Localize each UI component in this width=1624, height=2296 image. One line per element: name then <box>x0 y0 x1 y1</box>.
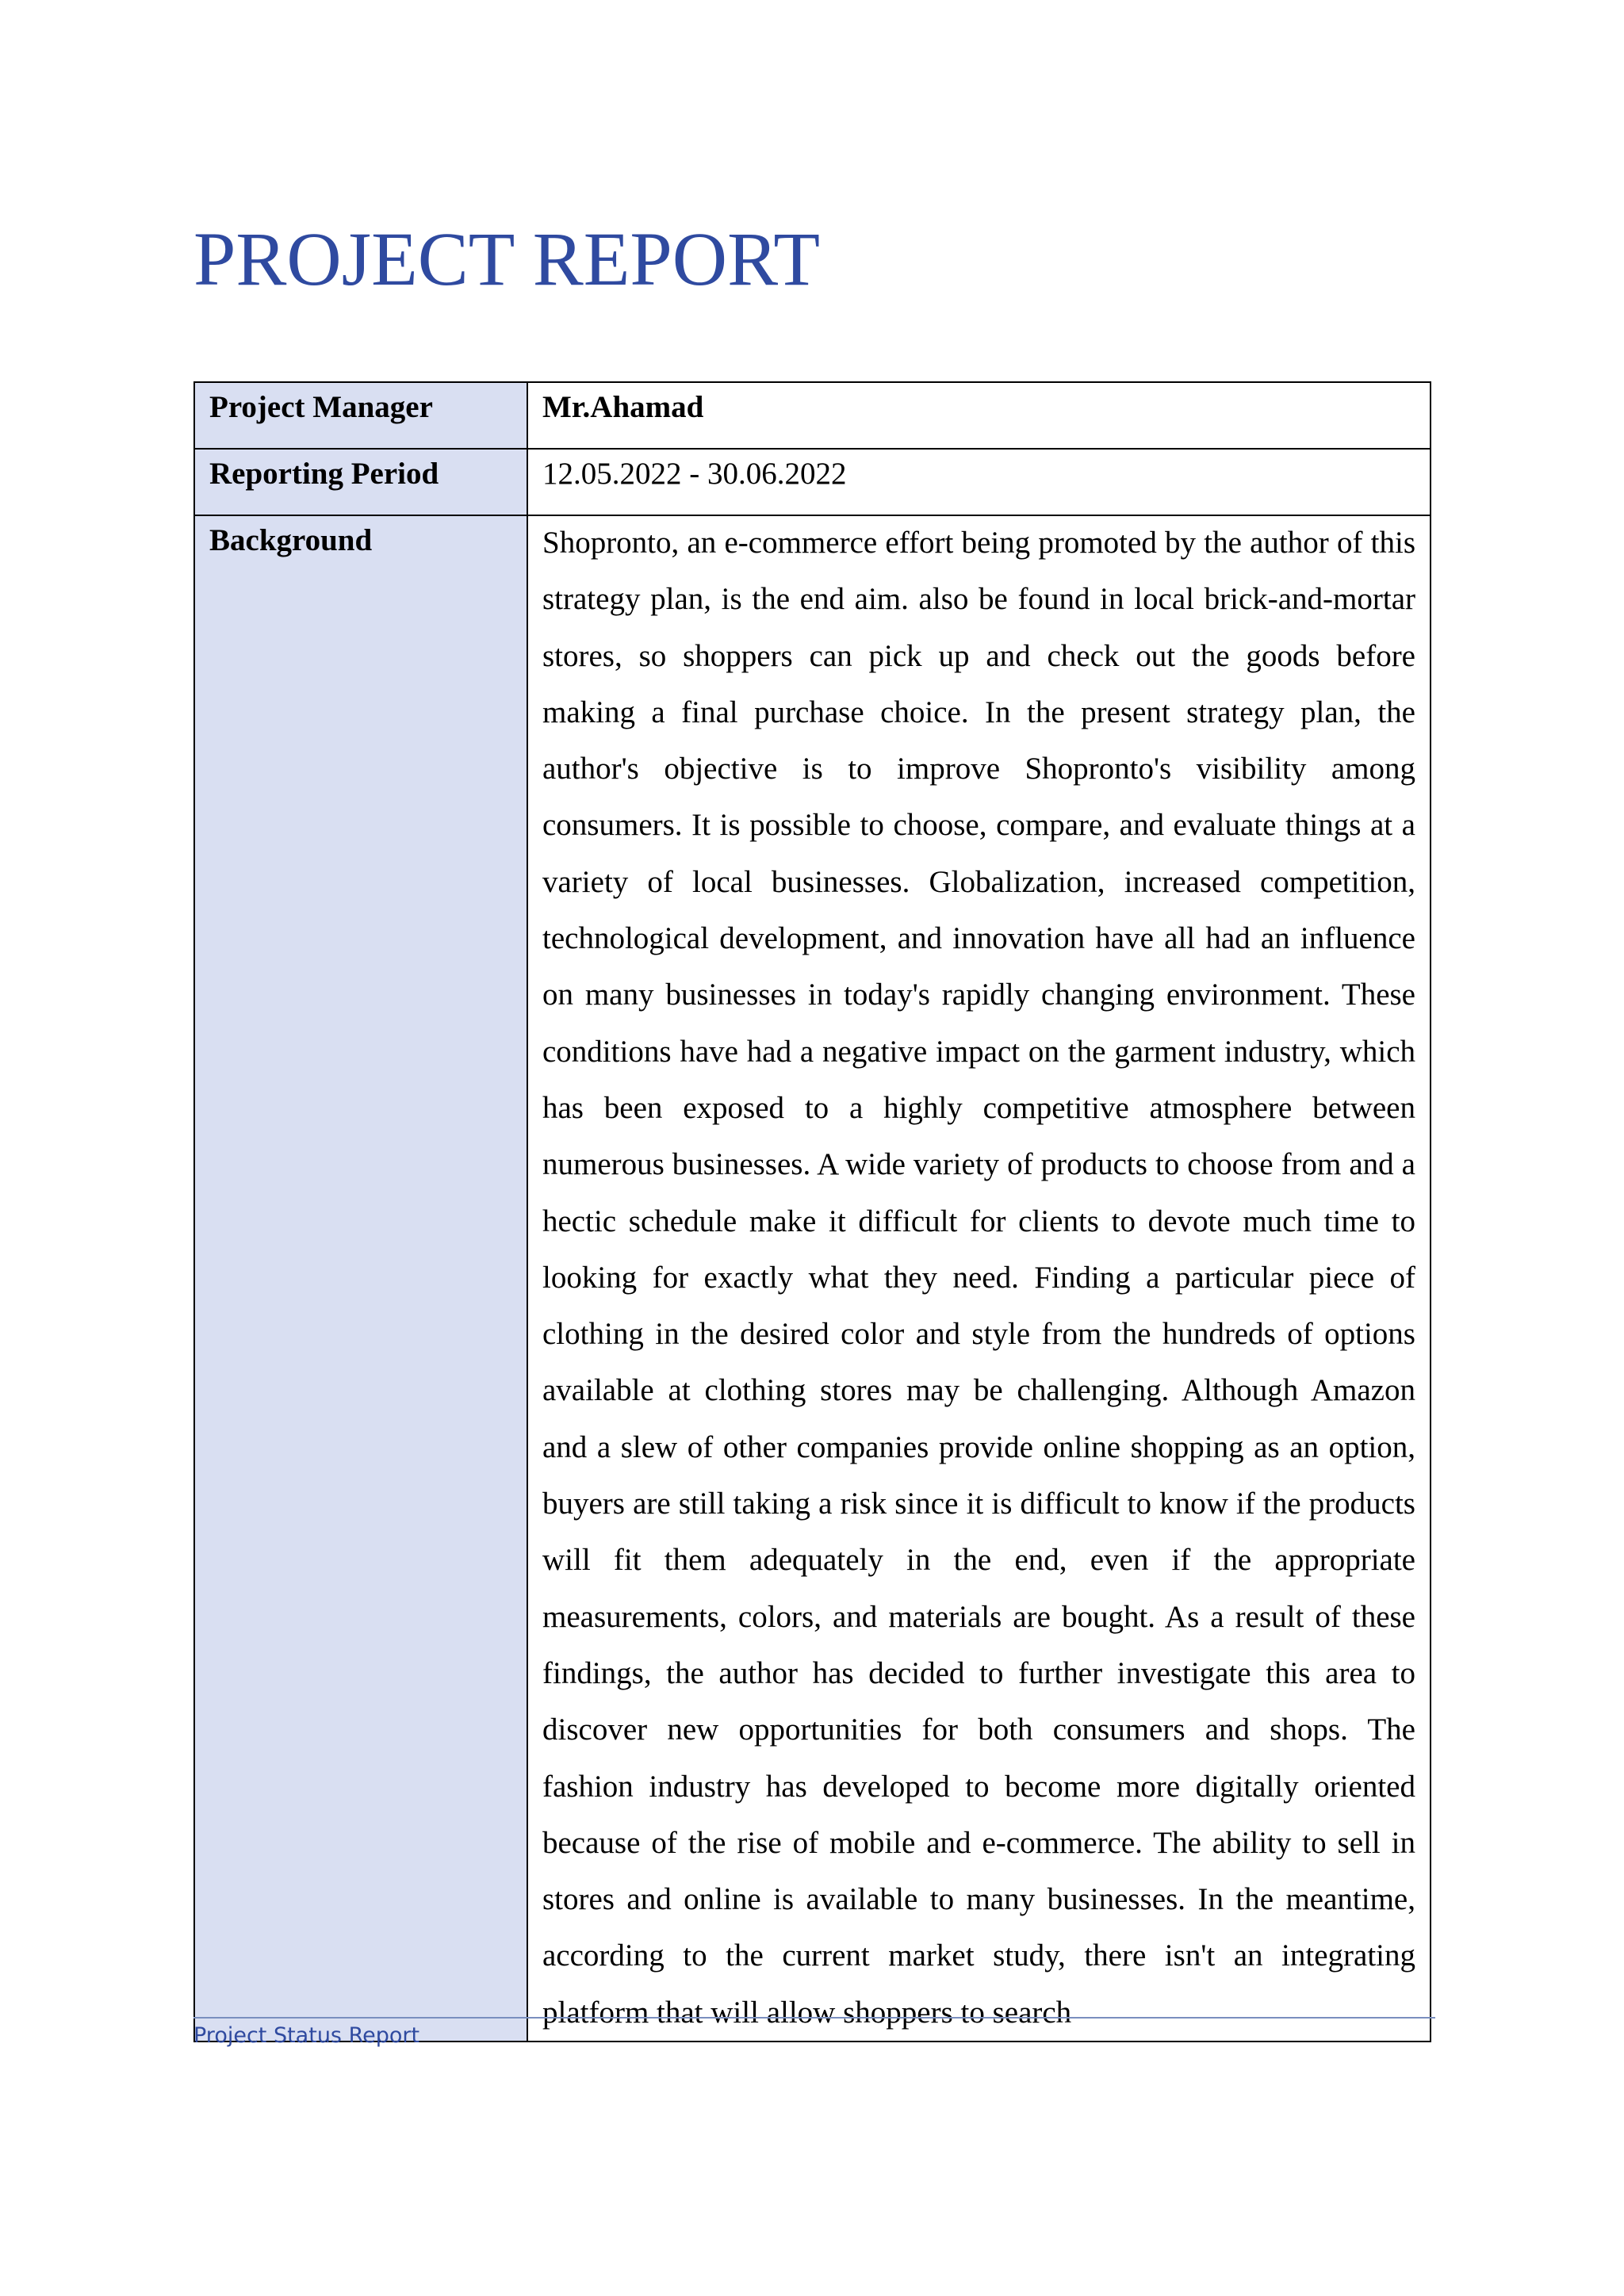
footer-text: Project Status Report <box>193 2023 420 2048</box>
project-manager-label: Project Manager <box>194 382 527 449</box>
page-title: PROJECT REPORT <box>193 216 820 301</box>
table-row-background <box>194 515 1431 2042</box>
report-table <box>193 381 1431 2042</box>
project-manager-value: Mr.Ahamad <box>527 382 1431 449</box>
reporting-period-label: Reporting Period <box>194 449 527 515</box>
table-row-project-manager <box>194 382 1431 449</box>
background-text: Shopronto, an e-commerce effort being promoted by the author of this strategy plan, is the end aim. also be found in local brick-and-mortar stores, so shoppers can pick up and check out the goods before making a final purchase choice. In the present strategy plan, the author's objective is to improve Shopronto's visibility among consumers. It is possible to choose, compare, and evaluate things at a variety of local businesses. Globalization, increased competition, technological development, and innovation have all had an influence on many businesses in today's rapidly changing environment. These conditions have had a negative impact on the garment industry, which has been exposed to a highly competitive atmosphere between numerous businesses. A wide variety of products to choose from and a hectic schedule make it difficult for clients to devote much time to looking for exactly what they need. Finding a particular piece of clothing in the desired color and style from the hundreds of options available at clothing stores may be challenging. Although Amazon and a slew of other companies provide online shopping as an option, buyers are still taking a risk since it is difficult to know if the products will fit them adequately in the end, even if the appropriate measurements, colors, and materials are bought. As a result of these findings, the author has decided to further investigate this area to discover new opportunities for both consumers and shops. The fashion industry has developed to become more digitally oriented because of the rise of mobile and e-commerce. The ability to sell in stores and online is available to many businesses. In the meantime, according to the current market study, there isn't an integrating platform that will allow shoppers to search <box>542 526 1415 2030</box>
table-row-reporting-period <box>194 449 1431 515</box>
background-label: Background <box>194 515 527 2042</box>
reporting-period-value: 12.05.2022 - 30.06.2022 <box>527 449 1431 515</box>
background-cell <box>527 515 1431 2042</box>
footer-divider <box>193 2017 1435 2019</box>
